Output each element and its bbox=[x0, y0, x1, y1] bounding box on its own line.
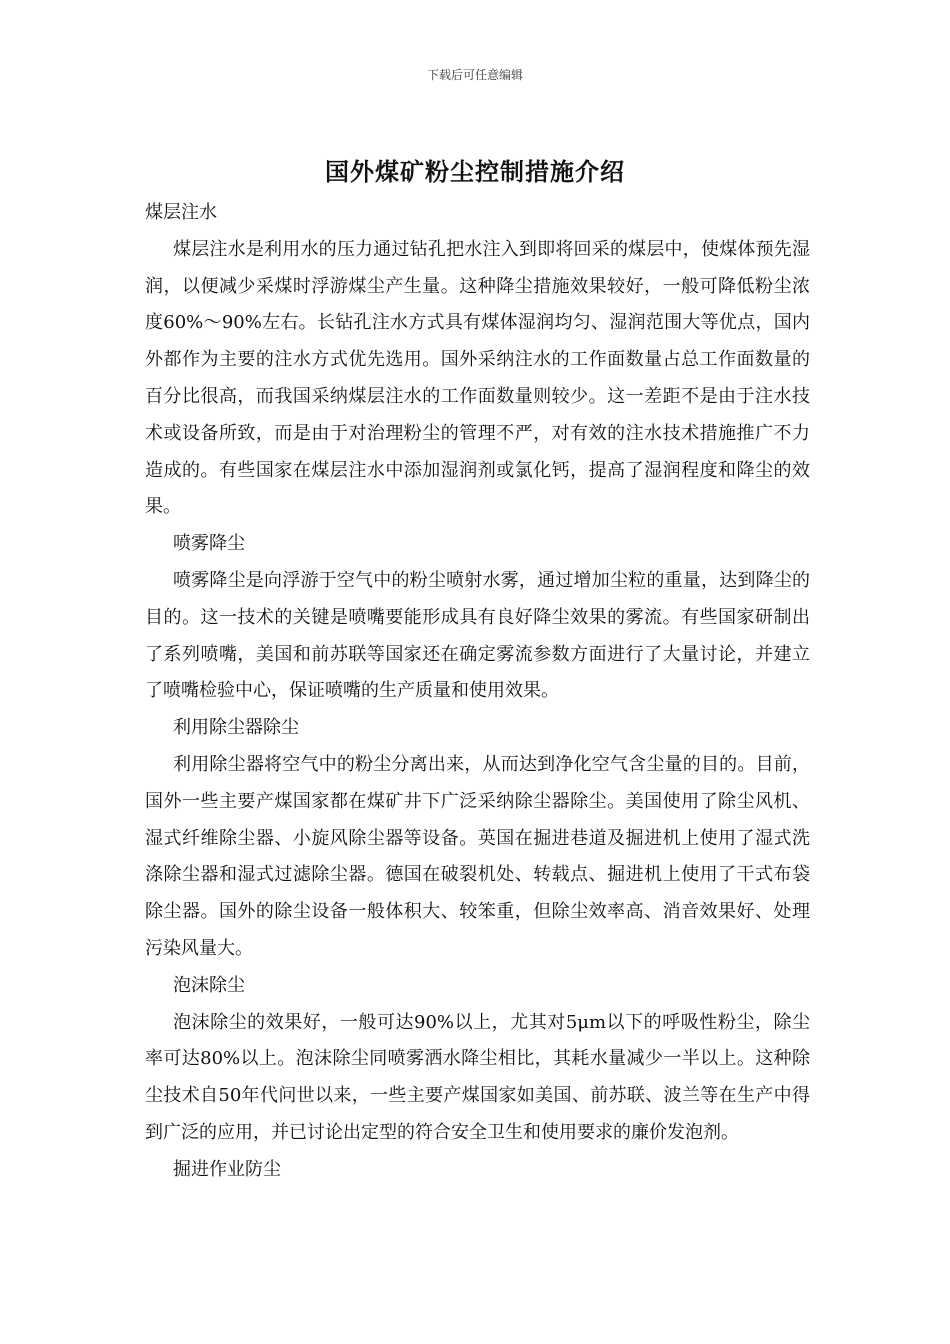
header-note: 下载后可任意编辑 bbox=[426, 68, 523, 82]
page-title: 国外煤矿粉尘控制措施介绍 bbox=[325, 157, 625, 186]
section-body-dust-collector: 利用除尘器将空气中的粉尘分离出来，从而达到净化空气含尘量的目的。目前，国外一些主要产煤国家都在煤矿井下广泛采纳除尘器除尘。美国使用了除尘风机、湿式纤维除尘器、小旋风除尘器等设备。英国在掘进巷道及掘进机上使用了湿式洗涤除尘器和湿式过滤除尘器。德国在破裂机处、转载点、掘进机上使用了干式布袋除尘器。国外的除尘设备一般体积大、较笨重，但除尘效率高、消音效果好、处理污染风量大。 bbox=[145, 753, 810, 959]
section-body-coal-seam-water-injection: 煤层注水是利用水的压力通过钻孔把水注入到即将回采的煤层中，使煤体预先湿润，以便减少采煤时浮游煤尘产生量。这种降尘措施效果较好，一般可降低粉尘浓度60%～90%左右。长钻孔注水方式具有煤体湿润均匀、湿润范围大等优点，国内外都作为主要的注水方式优先选用。国外采纳注水的工作面数量占总工作面数量的百分比很高，而我国采纳煤层注水的工作面数量则较少。这一差距不是由于注水技术或设备所致，而是由于对治理粉尘的管理不严，对有效的注水技术措施推广不力造成的。有些国家在煤层注水中添加湿润剂或氯化钙，提高了湿润程度和降尘的效果。 bbox=[145, 238, 810, 518]
section-heading-spray-dust-suppression: 喷雾降尘 bbox=[173, 533, 245, 555]
section-heading-foam-dust-removal: 泡沫除尘 bbox=[173, 974, 245, 996]
document-body bbox=[145, 195, 810, 1189]
section-body-foam-dust-removal: 泡沫除尘的效果好，一般可达90%以上，尤其对5μm以下的呼吸性粉尘，除尘率可达80%以上。泡沫除尘同喷雾洒水降尘相比，其耗水量减少一半以上。这种除尘技术自50年代问世以来，一些主要产煤国家如美国、前苏联、波兰等在生产中得到广泛的应用，并已讨论出定型的符合安全卫生和使用要求的廉价发泡剂。 bbox=[145, 1011, 810, 1143]
section-heading-dust-collector: 利用除尘器除尘 bbox=[173, 717, 299, 739]
section-heading-coal-seam-water-injection: 煤层注水 bbox=[145, 202, 217, 223]
section-heading-tunneling-dust-prevention: 掘进作业防尘 bbox=[173, 1158, 281, 1180]
section-body-spray-dust-suppression: 喷雾降尘是向浮游于空气中的粉尘喷射水雾，通过增加尘粒的重量，达到降尘的目的。这一技术的关键是喷嘴要能形成具有良好降尘效果的雾流。有些国家研制出了系列喷嘴，美国和前苏联等国家还在确定雾流参数方面进行了大量讨论，并建立了喷嘴检验中心，保证喷嘴的生产质量和使用效果。 bbox=[145, 569, 810, 702]
